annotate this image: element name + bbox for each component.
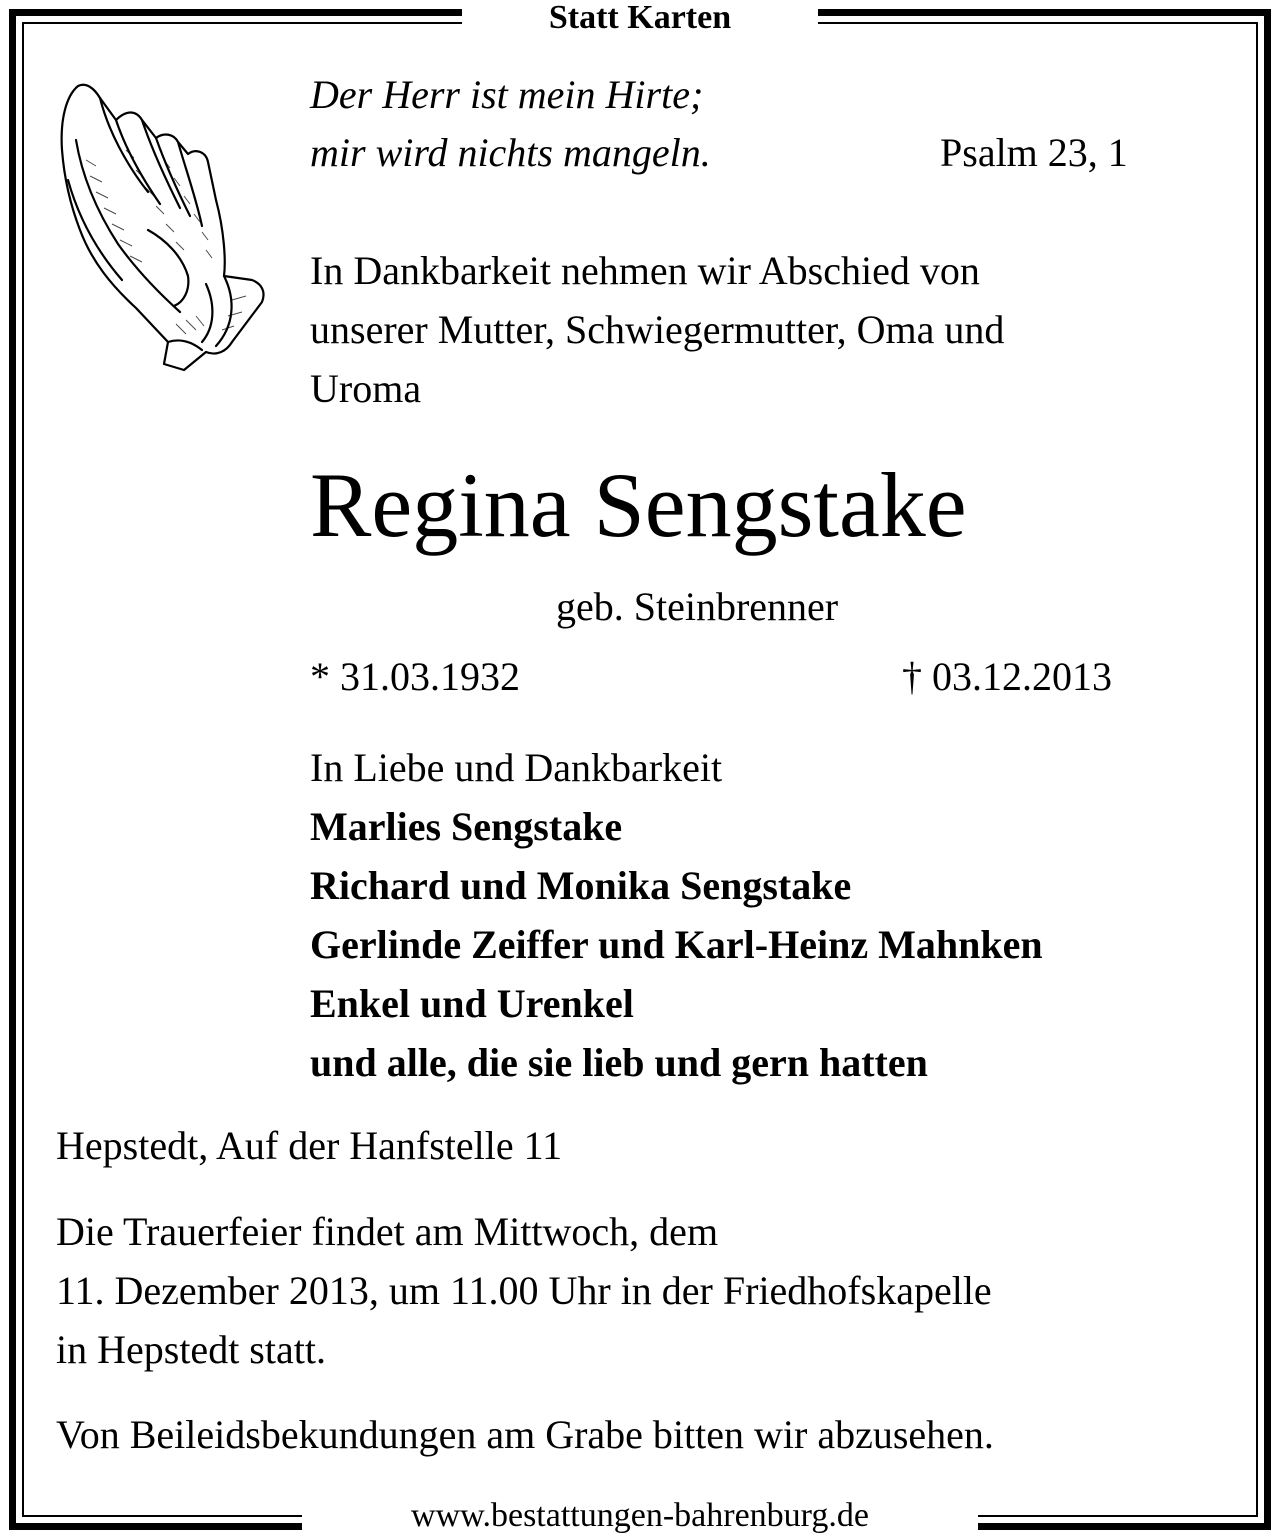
verse-line-1: Der Herr ist mein Hirte; xyxy=(310,72,704,117)
mourner-name: Richard und Monika Sengstake xyxy=(310,863,852,908)
footer-tab xyxy=(302,1496,978,1539)
intro-line-3: Uroma xyxy=(310,366,422,411)
maiden-name: geb. Steinbrenner xyxy=(556,584,839,629)
condolence-request: Von Beileidsbekundungen am Grabe bitten wir abzusehen. xyxy=(56,1412,994,1457)
verse-reference: Psalm 23, 1 xyxy=(940,130,1128,175)
header-tab-label: Statt Karten xyxy=(548,0,732,36)
deceased-name: Regina Sengstake xyxy=(310,454,967,556)
service-line-2: 11. Dezember 2013, um 11.00 Uhr in der Friedhofskapelle xyxy=(56,1268,992,1313)
birth-date: * 31.03.1932 xyxy=(310,654,520,699)
service-line-3: in Hepstedt statt. xyxy=(56,1327,326,1372)
service-line-1: Die Trauerfeier findet am Mittwoch, dem xyxy=(56,1209,719,1254)
death-date: † 03.12.2013 xyxy=(902,654,1112,699)
mourner-name: Gerlinde Zeiffer und Karl-Heinz Mahnken xyxy=(310,922,1043,967)
header-tab xyxy=(462,0,818,38)
address: Hepstedt, Auf der Hanfstelle 11 xyxy=(56,1123,563,1168)
intro-line-2: unserer Mutter, Schwiegermutter, Oma und xyxy=(310,307,1005,352)
verse-line-2: mir wird nichts mangeln. xyxy=(310,130,711,175)
mourner-name: Enkel und Urenkel xyxy=(310,981,634,1026)
mourner-name: Marlies Sengstake xyxy=(310,804,623,849)
mourner-name: und alle, die sie lieb und gern hatten xyxy=(310,1040,928,1085)
footer-url[interactable]: www.bestattungen-bahrenburg.de xyxy=(411,1497,869,1534)
mourners-intro: In Liebe und Dankbarkeit xyxy=(310,745,723,790)
praying-hands-icon xyxy=(56,80,268,372)
intro-line-1: In Dankbarkeit nehmen wir Abschied von xyxy=(310,248,980,293)
